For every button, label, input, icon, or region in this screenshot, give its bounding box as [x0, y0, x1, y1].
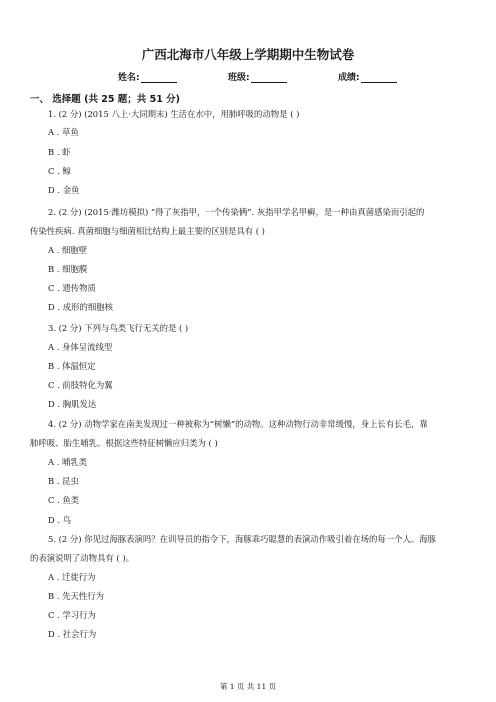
- page-footer: 第 1 页 共 11 页: [219, 682, 277, 691]
- name-field: [118, 70, 177, 83]
- option-a: A . 身体呈流线型: [48, 342, 113, 352]
- option-c: C . 鱼类: [48, 495, 80, 505]
- option-b: B . 细胞膜: [48, 264, 88, 274]
- question-stem: 4. (2 分) 动物学家在南美发现过一种被称为“树懒”的动物。这种动物行动非常缓慢，身上长有长毛，靠: [48, 419, 428, 429]
- option-c: C . 前肢特化为翼: [48, 380, 113, 390]
- option-b: B . 体温恒定: [48, 361, 96, 371]
- option-d: D . 成形的细胞核: [48, 302, 113, 312]
- class-blank: [251, 72, 287, 83]
- name-blank: [141, 72, 177, 83]
- option-c: C . 遗传物质: [48, 283, 96, 293]
- option-b: B . 先天性行为: [48, 591, 105, 601]
- option-c: C . 学习行为: [48, 610, 96, 620]
- question-stem: 2. (2 分) (2015·潍坊模拟) “得了灰指甲，一个传染俩”. 灰指甲学名甲癣，是一种由真菌感染而引起的: [48, 207, 425, 217]
- class-label: 班级:: [228, 73, 250, 83]
- option-d: D . 胸肌发达: [48, 399, 97, 409]
- question-stem-continued: 的表演说明了动物具有 ( )。: [30, 553, 134, 563]
- option-d: D . 金鱼: [48, 185, 80, 195]
- score-blank: [361, 72, 397, 83]
- name-label: 姓名:: [118, 73, 140, 83]
- option-d: D . 鸟: [48, 515, 72, 525]
- question-stem: 3. (2 分) 下列与鸟类飞行无关的是 ( ): [48, 323, 189, 333]
- option-b: B . 虾: [48, 147, 71, 157]
- score-label: 成绩:: [338, 73, 360, 83]
- option-a: A . 细胞壁: [48, 245, 88, 255]
- option-d: D . 社会行为: [48, 629, 97, 639]
- option-a: A . 草鱼: [48, 127, 79, 137]
- question-stem: 1. (2 分) (2015 八上·大同期末) 生活在水中，用肺呼吸的动物是 ( ): [48, 109, 300, 119]
- option-b: B . 昆虫: [48, 476, 79, 486]
- section-heading: 一、 选择题 (共 25 题；共 51 分): [30, 94, 180, 105]
- class-field: [228, 70, 287, 83]
- option-a: A . 迁徙行为: [48, 572, 96, 582]
- question-stem-continued: 肺呼吸、胎生哺乳。根据这些特征树懒应归类为 ( ): [30, 438, 218, 448]
- student-info-row: [0, 70, 496, 84]
- option-c: C . 鲸: [48, 166, 71, 176]
- page-title: 广西北海市八年级上学期期中生物试卷: [141, 47, 355, 62]
- question-stem-continued: 传染性疾病. 真菌细胞与细菌相比结构上最主要的区别是具有 ( ): [30, 226, 265, 236]
- question-stem: 5. (2 分) 你见过海豚表演吗？在训导员的指令下，海豚乖巧聪慧的表演动作吸引着在场的每一个人。海豚: [48, 534, 436, 544]
- option-a: A . 哺乳类: [48, 457, 88, 467]
- score-field: [338, 70, 397, 83]
